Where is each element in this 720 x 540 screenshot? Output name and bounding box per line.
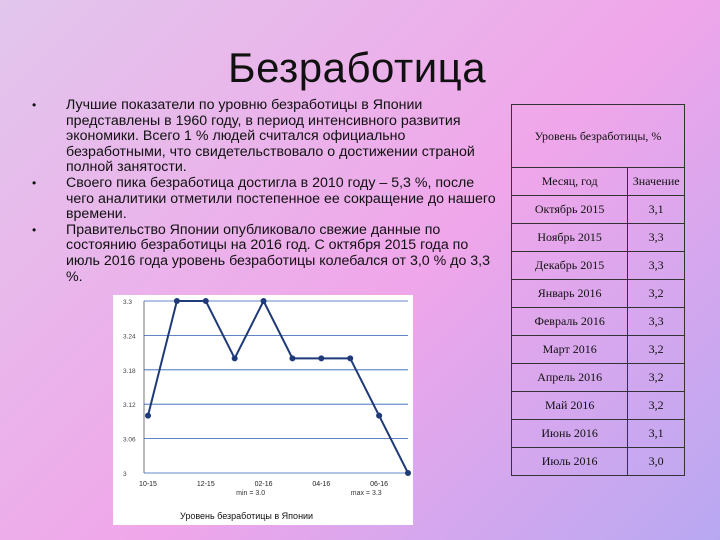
data-point [347, 355, 353, 361]
bullet-text: Лучшие показатели по уровню безработицы в Японии представлены в 1960 году, в период интенсивного развития экономики. Всего 1 % людей считался официально безработными, что свидетельствовало о достижении страной полной занятости. [66, 97, 475, 176]
bullet-list [32, 97, 498, 285]
table-header: Уровень безработицы, % [512, 105, 685, 168]
table-row [512, 224, 685, 252]
table-columns-row [512, 168, 685, 196]
month-cell: Июнь 2016 [512, 420, 628, 448]
bullet-text: Правительство Японии опубликовало свежие данные по состоянию безработицы на 2016 год. С октября 2015 года по июль 2016 года уровень безработицы колебался от 3,0 % до 3,3 %. [66, 221, 491, 285]
value-cell: 3,2 [628, 392, 685, 420]
value-cell: 3,3 [628, 252, 685, 280]
month-cell: Март 2016 [512, 336, 628, 364]
table-row [512, 448, 685, 476]
annotation-label: min = 3.0 [236, 490, 266, 497]
value-cell: 3,2 [628, 280, 685, 308]
month-cell: Январь 2016 [512, 280, 628, 308]
bullet-text: Своего пика безработица достигла в 2010 году – 5,3 %, после чего аналитики отметили постепенное ее сокращение до нашего времени. [66, 174, 496, 223]
slide-title: Безработица [228, 44, 487, 91]
data-point [289, 355, 295, 361]
table-row [512, 364, 685, 392]
value-cell: 3,3 [628, 308, 685, 336]
y-tick-label: 3.3 [123, 299, 133, 306]
y-tick-label: 3 [123, 471, 127, 478]
chart-title: Уровень безработицы в Японии [180, 511, 314, 521]
y-tick-label: 3.12 [123, 402, 136, 410]
data-point [203, 298, 209, 304]
y-tick-label: 3.18 [123, 367, 136, 375]
annotation-label: max = 3.3 [350, 490, 382, 497]
data-point [232, 355, 238, 361]
series-line [148, 301, 408, 473]
x-tick-label: 04-16 [312, 481, 331, 488]
data-point [174, 298, 180, 304]
value-cell: 3,2 [628, 336, 685, 364]
month-cell: Апрель 2016 [512, 364, 628, 392]
table-row [512, 420, 685, 448]
data-point [318, 355, 324, 361]
table-row [512, 252, 685, 280]
bullet-dot: • [32, 98, 37, 112]
bullet-item [32, 221, 498, 285]
month-cell: Май 2016 [512, 392, 628, 420]
value-cell: 3,0 [628, 448, 685, 476]
data-point [376, 413, 382, 419]
table-header-row [512, 105, 685, 168]
chart-svg [113, 295, 413, 525]
column-header-value: Значение [628, 168, 685, 196]
x-tick-label: 12-15 [196, 481, 215, 488]
month-cell: Июль 2016 [512, 448, 628, 476]
column-header-month: Месяц, год [512, 168, 628, 196]
line-chart [113, 295, 413, 525]
data-point [405, 470, 411, 476]
y-tick-label: 3.06 [123, 436, 136, 444]
month-cell: Декабрь 2015 [512, 252, 628, 280]
bullet-dot: • [32, 175, 37, 190]
value-cell: 3,1 [628, 420, 685, 448]
table-row [512, 308, 685, 336]
value-cell: 3,2 [628, 364, 685, 392]
value-cell: 3,3 [628, 224, 685, 252]
table-row [512, 392, 685, 420]
bullet-dot: • [32, 222, 37, 237]
table-row [512, 336, 685, 364]
month-cell: Октябрь 2015 [512, 196, 628, 224]
x-tick-label: 02-16 [254, 481, 273, 488]
unemployment-table [511, 104, 685, 476]
table-row [512, 196, 685, 224]
x-tick-label: 06-16 [370, 481, 389, 488]
x-tick-label: 10-15 [139, 481, 157, 488]
bullet-item [32, 174, 498, 223]
y-tick-label: 3.24 [123, 333, 136, 341]
bullet-item [32, 97, 498, 176]
unemployment-table-wrap [511, 104, 685, 476]
month-cell: Ноябрь 2015 [512, 224, 628, 252]
value-cell: 3,1 [628, 196, 685, 224]
data-point [261, 298, 267, 304]
data-point [145, 413, 151, 419]
month-cell: Февраль 2016 [512, 308, 628, 336]
table-row [512, 280, 685, 308]
